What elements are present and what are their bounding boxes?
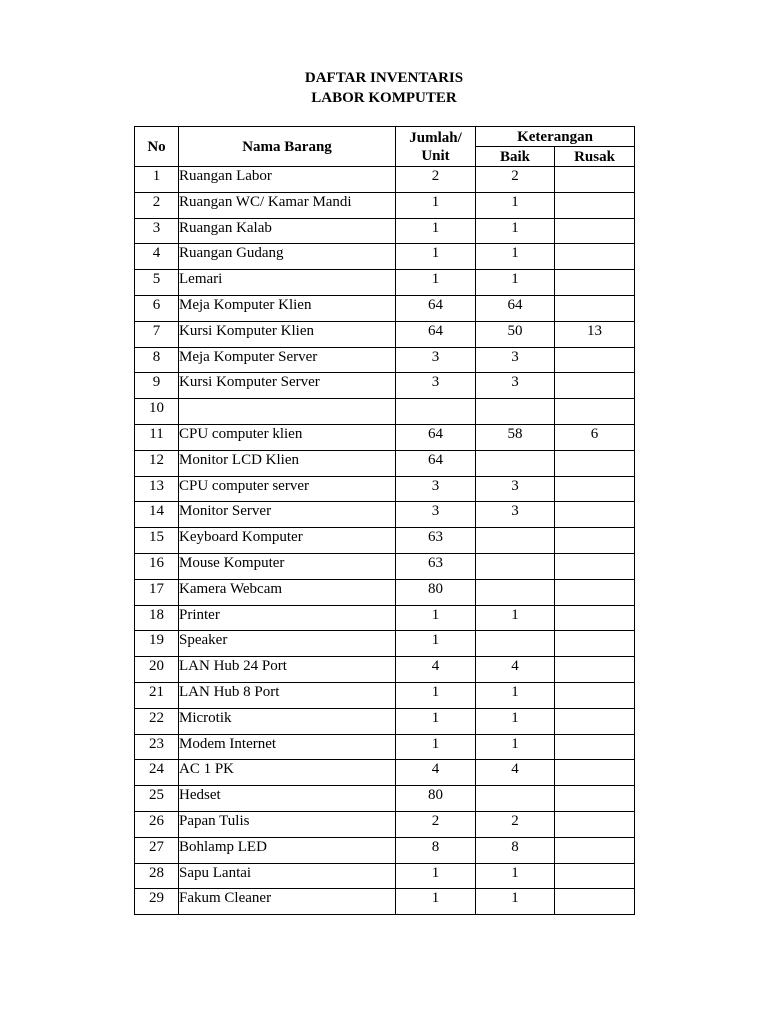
cell-nama-barang: Hedset <box>179 786 396 812</box>
cell-nama-barang: Monitor Server <box>179 502 396 528</box>
table-row <box>135 734 635 760</box>
cell-baik: 1 <box>476 708 555 734</box>
cell-baik: 4 <box>476 657 555 683</box>
cell-jumlah: 3 <box>396 347 476 373</box>
cell-no: 7 <box>135 321 179 347</box>
cell-baik: 1 <box>476 270 555 296</box>
cell-jumlah: 1 <box>396 708 476 734</box>
document-title <box>0 68 768 108</box>
cell-jumlah: 64 <box>396 321 476 347</box>
cell-baik <box>476 553 555 579</box>
cell-baik: 1 <box>476 734 555 760</box>
cell-jumlah: 3 <box>396 476 476 502</box>
cell-rusak <box>555 218 635 244</box>
header-rusak: Rusak <box>555 147 635 167</box>
cell-rusak: 13 <box>555 321 635 347</box>
cell-rusak <box>555 837 635 863</box>
cell-jumlah: 4 <box>396 760 476 786</box>
cell-jumlah: 80 <box>396 579 476 605</box>
table-row <box>135 399 635 425</box>
cell-baik: 50 <box>476 321 555 347</box>
title-line-1: DAFTAR INVENTARIS <box>304 70 464 86</box>
cell-no: 23 <box>135 734 179 760</box>
cell-baik: 1 <box>476 192 555 218</box>
cell-jumlah: 1 <box>396 734 476 760</box>
table-row <box>135 321 635 347</box>
cell-rusak <box>555 760 635 786</box>
table-row <box>135 373 635 399</box>
cell-nama-barang: Mouse Komputer <box>179 553 396 579</box>
cell-nama-barang: Kursi Komputer Klien <box>179 321 396 347</box>
table-row <box>135 682 635 708</box>
cell-jumlah: 1 <box>396 270 476 296</box>
cell-rusak <box>555 786 635 812</box>
cell-nama-barang: CPU computer server <box>179 476 396 502</box>
cell-jumlah: 1 <box>396 889 476 915</box>
cell-jumlah: 1 <box>396 218 476 244</box>
inventory-table <box>134 126 635 915</box>
table-row <box>135 244 635 270</box>
cell-nama-barang: Keyboard Komputer <box>179 528 396 554</box>
cell-baik: 1 <box>476 218 555 244</box>
cell-no: 29 <box>135 889 179 915</box>
cell-no: 22 <box>135 708 179 734</box>
cell-no: 2 <box>135 192 179 218</box>
header-keterangan: Keterangan <box>476 127 635 147</box>
cell-rusak <box>555 347 635 373</box>
cell-nama-barang: Bohlamp LED <box>179 837 396 863</box>
table-row <box>135 476 635 502</box>
cell-no: 16 <box>135 553 179 579</box>
cell-nama-barang: AC 1 PK <box>179 760 396 786</box>
cell-rusak <box>555 811 635 837</box>
table-row <box>135 528 635 554</box>
table-row <box>135 811 635 837</box>
cell-baik <box>476 579 555 605</box>
cell-nama-barang: Sapu Lantai <box>179 863 396 889</box>
cell-rusak <box>555 579 635 605</box>
cell-rusak <box>555 553 635 579</box>
cell-rusak <box>555 528 635 554</box>
cell-baik: 8 <box>476 837 555 863</box>
cell-baik: 58 <box>476 424 555 450</box>
cell-no: 14 <box>135 502 179 528</box>
cell-jumlah: 1 <box>396 192 476 218</box>
cell-rusak <box>555 167 635 193</box>
cell-baik: 1 <box>476 889 555 915</box>
cell-no: 6 <box>135 295 179 321</box>
cell-baik <box>476 528 555 554</box>
cell-no: 11 <box>135 424 179 450</box>
cell-rusak <box>555 863 635 889</box>
title-line-2: LABOR KOMPUTER <box>311 90 457 106</box>
cell-jumlah: 1 <box>396 863 476 889</box>
cell-no: 25 <box>135 786 179 812</box>
cell-nama-barang: Lemari <box>179 270 396 296</box>
cell-nama-barang: Fakum Cleaner <box>179 889 396 915</box>
cell-rusak <box>555 244 635 270</box>
table-row <box>135 502 635 528</box>
table-row <box>135 553 635 579</box>
cell-jumlah: 1 <box>396 631 476 657</box>
cell-baik: 2 <box>476 167 555 193</box>
cell-jumlah <box>396 399 476 425</box>
cell-baik: 3 <box>476 476 555 502</box>
cell-nama-barang: CPU computer klien <box>179 424 396 450</box>
header-nama-barang: Nama Barang <box>179 127 396 167</box>
cell-baik: 3 <box>476 347 555 373</box>
cell-jumlah: 2 <box>396 811 476 837</box>
cell-rusak <box>555 192 635 218</box>
cell-no: 15 <box>135 528 179 554</box>
cell-no: 4 <box>135 244 179 270</box>
table-row <box>135 192 635 218</box>
table-row <box>135 450 635 476</box>
table-row <box>135 579 635 605</box>
cell-baik: 2 <box>476 811 555 837</box>
cell-jumlah: 3 <box>396 502 476 528</box>
cell-nama-barang: LAN Hub 24 Port <box>179 657 396 683</box>
cell-baik: 1 <box>476 682 555 708</box>
cell-nama-barang: Ruangan Kalab <box>179 218 396 244</box>
cell-jumlah: 2 <box>396 167 476 193</box>
cell-rusak <box>555 399 635 425</box>
cell-baik <box>476 631 555 657</box>
cell-jumlah: 64 <box>396 424 476 450</box>
cell-no: 18 <box>135 605 179 631</box>
cell-jumlah: 63 <box>396 528 476 554</box>
cell-baik: 64 <box>476 295 555 321</box>
table-row <box>135 270 635 296</box>
header-jumlah-line2: Unit <box>421 147 450 164</box>
table-row <box>135 889 635 915</box>
cell-rusak <box>555 734 635 760</box>
cell-baik: 1 <box>476 863 555 889</box>
cell-baik: 3 <box>476 502 555 528</box>
cell-jumlah: 1 <box>396 682 476 708</box>
cell-jumlah: 1 <box>396 244 476 270</box>
table-row <box>135 863 635 889</box>
table-row <box>135 347 635 373</box>
cell-nama-barang: Speaker <box>179 631 396 657</box>
cell-nama-barang <box>179 399 396 425</box>
cell-nama-barang: Kursi Komputer Server <box>179 373 396 399</box>
cell-no: 26 <box>135 811 179 837</box>
cell-rusak <box>555 295 635 321</box>
cell-jumlah: 8 <box>396 837 476 863</box>
cell-baik <box>476 399 555 425</box>
cell-no: 8 <box>135 347 179 373</box>
cell-rusak <box>555 450 635 476</box>
cell-rusak <box>555 657 635 683</box>
table-row <box>135 708 635 734</box>
table-row <box>135 786 635 812</box>
cell-no: 10 <box>135 399 179 425</box>
cell-no: 19 <box>135 631 179 657</box>
cell-jumlah: 3 <box>396 373 476 399</box>
cell-no: 1 <box>135 167 179 193</box>
table-row <box>135 657 635 683</box>
cell-baik <box>476 450 555 476</box>
cell-nama-barang: Ruangan WC/ Kamar Mandi <box>179 192 396 218</box>
cell-rusak <box>555 605 635 631</box>
cell-no: 27 <box>135 837 179 863</box>
cell-jumlah: 1 <box>396 605 476 631</box>
cell-no: 28 <box>135 863 179 889</box>
cell-nama-barang: Printer <box>179 605 396 631</box>
cell-no: 9 <box>135 373 179 399</box>
cell-rusak <box>555 502 635 528</box>
header-row <box>135 127 635 147</box>
cell-nama-barang: Microtik <box>179 708 396 734</box>
table-row <box>135 605 635 631</box>
cell-nama-barang: Papan Tulis <box>179 811 396 837</box>
cell-baik: 3 <box>476 373 555 399</box>
table-row <box>135 167 635 193</box>
cell-baik <box>476 786 555 812</box>
cell-nama-barang: Modem Internet <box>179 734 396 760</box>
cell-jumlah: 64 <box>396 295 476 321</box>
cell-rusak <box>555 631 635 657</box>
cell-baik: 1 <box>476 605 555 631</box>
table-row <box>135 295 635 321</box>
header-no: No <box>135 127 179 167</box>
cell-baik: 1 <box>476 244 555 270</box>
cell-nama-barang: Monitor LCD Klien <box>179 450 396 476</box>
cell-no: 3 <box>135 218 179 244</box>
table-row <box>135 218 635 244</box>
cell-nama-barang: LAN Hub 8 Port <box>179 682 396 708</box>
cell-rusak <box>555 889 635 915</box>
header-jumlah-line1: Jumlah/ <box>409 129 462 146</box>
cell-no: 13 <box>135 476 179 502</box>
cell-rusak <box>555 682 635 708</box>
cell-no: 5 <box>135 270 179 296</box>
cell-jumlah: 80 <box>396 786 476 812</box>
cell-nama-barang: Meja Komputer Server <box>179 347 396 373</box>
cell-no: 12 <box>135 450 179 476</box>
cell-nama-barang: Meja Komputer Klien <box>179 295 396 321</box>
table-row <box>135 760 635 786</box>
cell-nama-barang: Ruangan Gudang <box>179 244 396 270</box>
cell-rusak: 6 <box>555 424 635 450</box>
cell-rusak <box>555 270 635 296</box>
cell-jumlah: 64 <box>396 450 476 476</box>
table-row <box>135 424 635 450</box>
header-jumlah-unit <box>396 127 476 167</box>
header-baik: Baik <box>476 147 555 167</box>
cell-no: 20 <box>135 657 179 683</box>
table-row <box>135 837 635 863</box>
cell-rusak <box>555 373 635 399</box>
cell-no: 24 <box>135 760 179 786</box>
cell-rusak <box>555 476 635 502</box>
cell-rusak <box>555 708 635 734</box>
cell-jumlah: 63 <box>396 553 476 579</box>
cell-jumlah: 4 <box>396 657 476 683</box>
cell-nama-barang: Ruangan Labor <box>179 167 396 193</box>
table-row <box>135 631 635 657</box>
cell-nama-barang: Kamera Webcam <box>179 579 396 605</box>
cell-no: 17 <box>135 579 179 605</box>
cell-no: 21 <box>135 682 179 708</box>
cell-baik: 4 <box>476 760 555 786</box>
